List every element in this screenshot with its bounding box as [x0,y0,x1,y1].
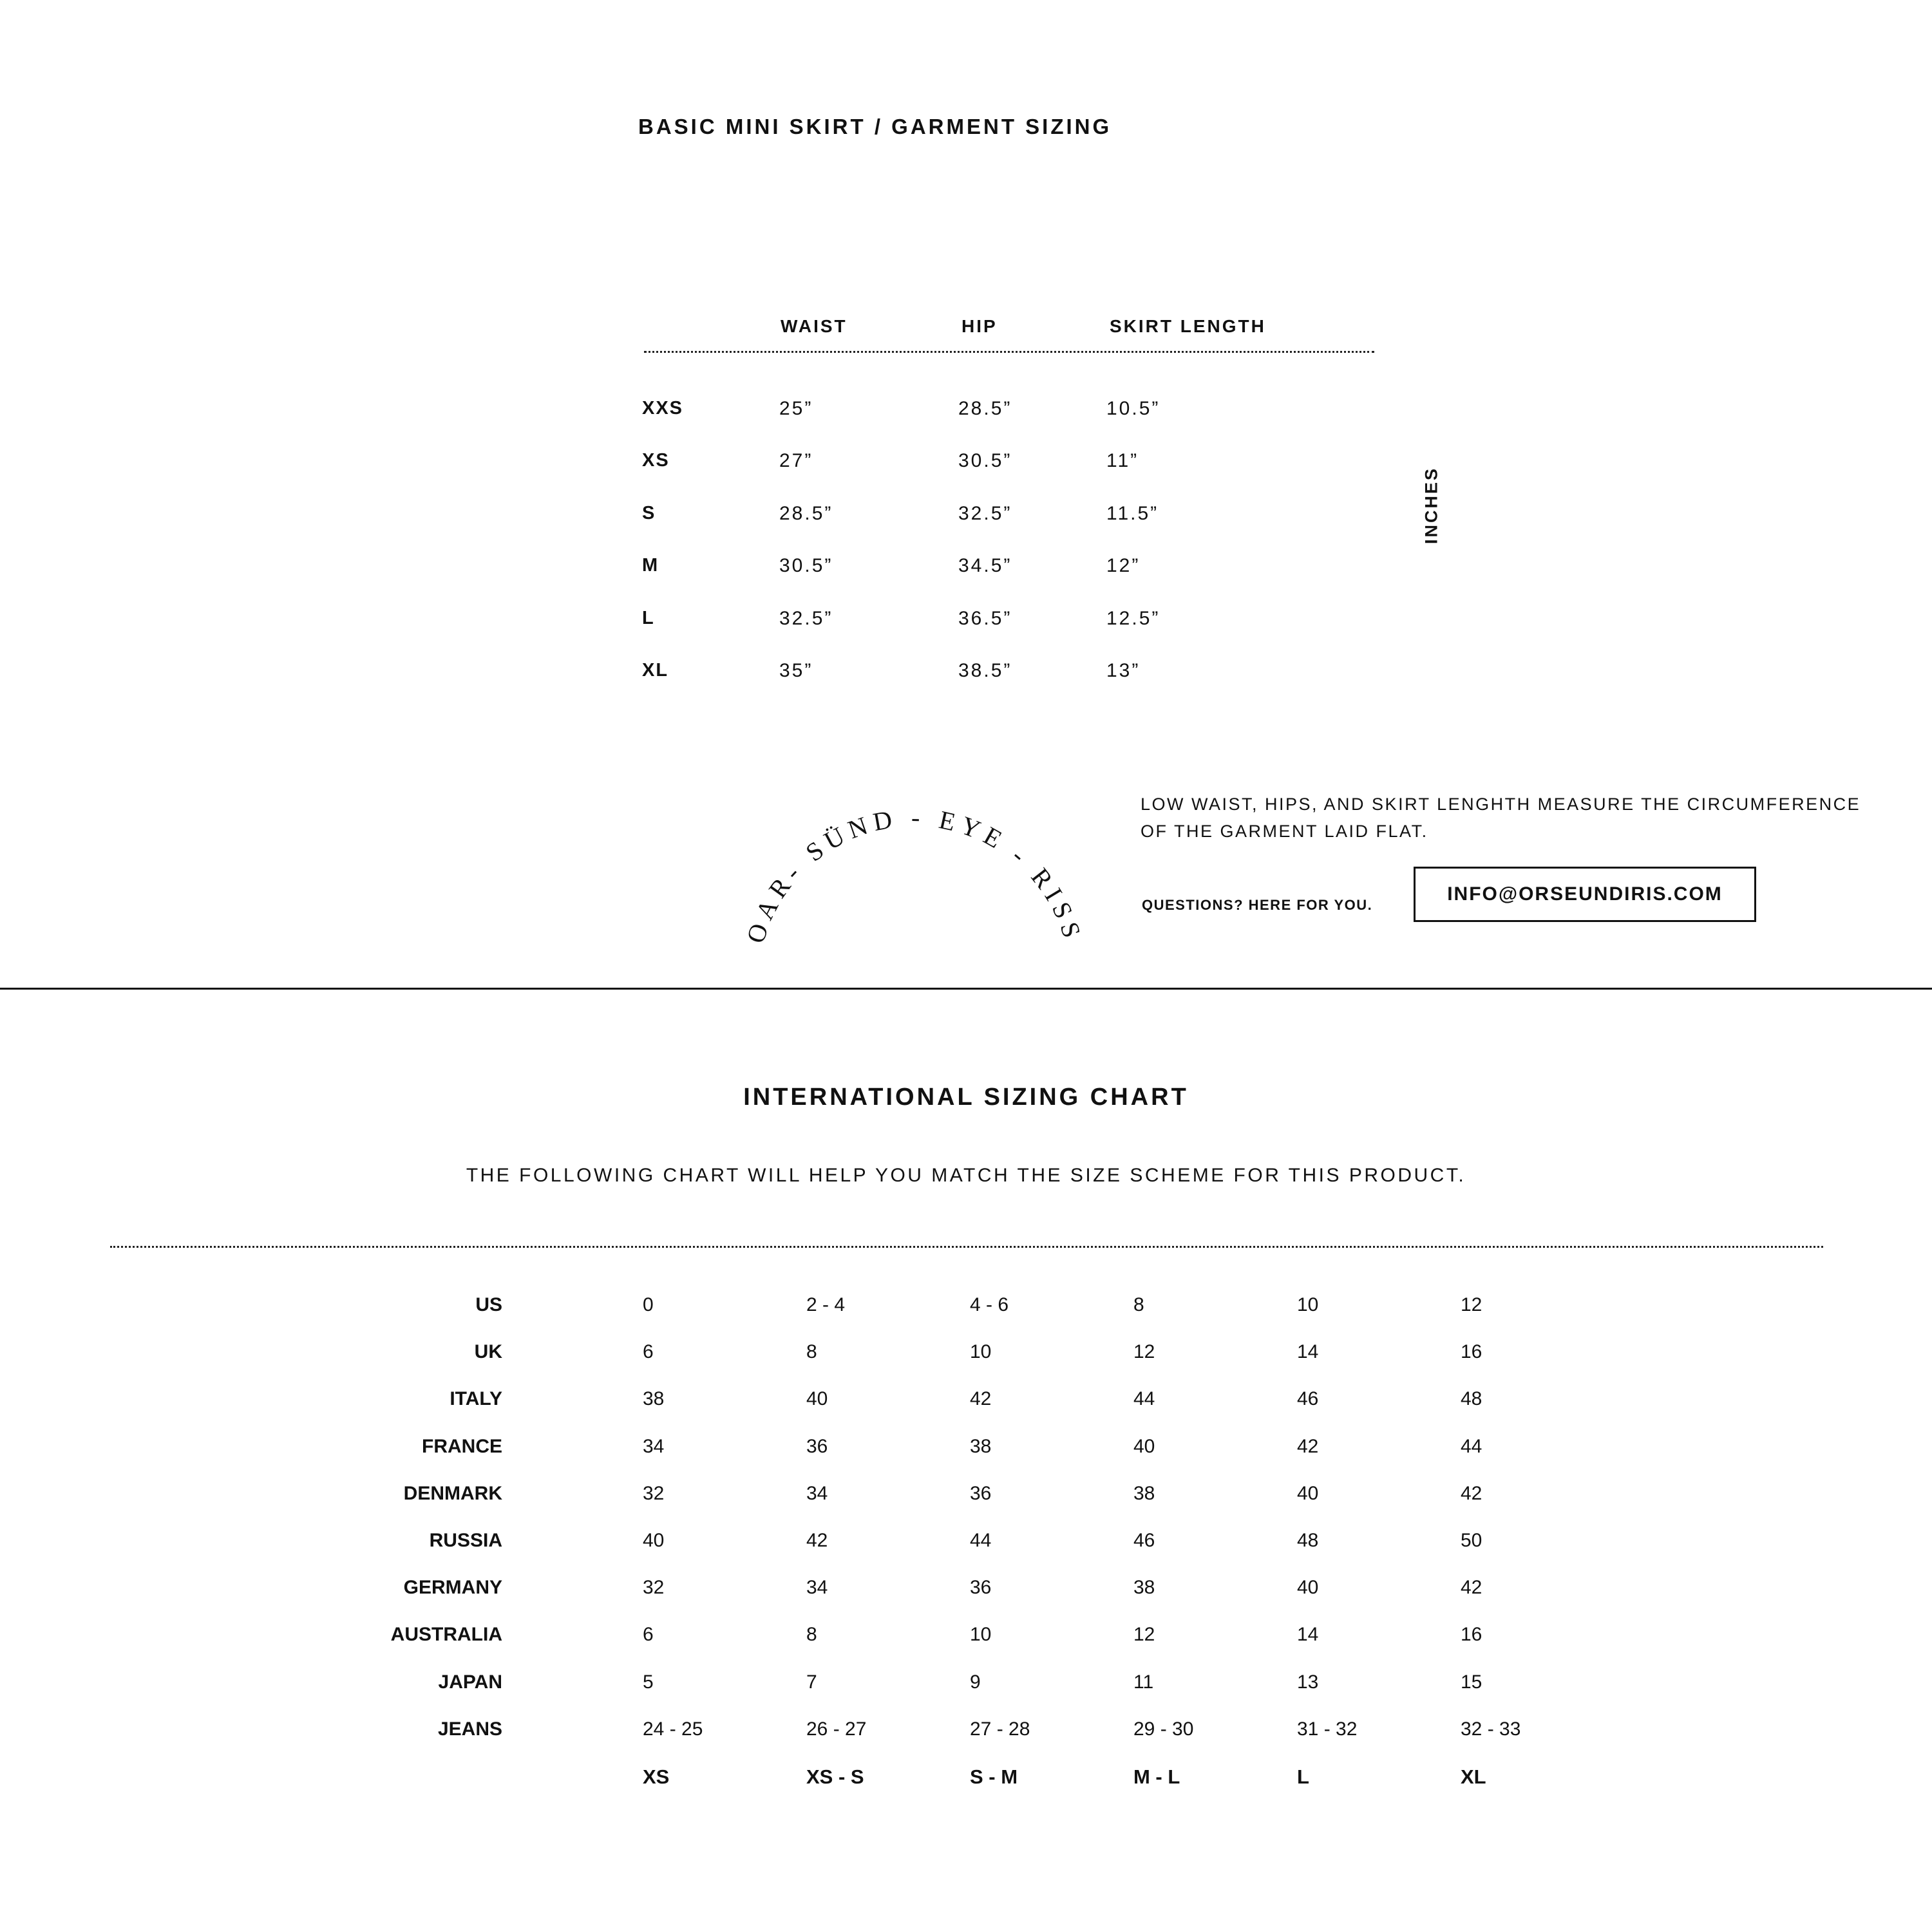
size-label: XS [642,450,670,471]
skirt-length-value: 11” [1106,450,1139,471]
size-cell: 12 [1133,1341,1155,1362]
waist-value: 27” [779,450,813,471]
pronunciation-arc-graphic [734,805,1095,992]
size-cell: 2 - 4 [806,1294,846,1315]
section-divider [0,988,1932,990]
questions-text: QUESTIONS? HERE FOR YOU. [1142,897,1373,913]
size-cell: 42 [1461,1483,1482,1504]
size-cell: 38 [643,1388,665,1409]
garment-sizing-title: BASIC MINI SKIRT / GARMENT SIZING [638,115,1112,138]
size-cell: 40 [1297,1577,1319,1598]
size-cell: 50 [1461,1530,1482,1551]
measurement-note-line-2: OF THE GARMENT LAID FLAT. [1141,822,1428,841]
hip-value: 38.5” [958,660,1012,681]
size-cell: 38 [1133,1577,1155,1598]
size-scheme-label: S - M [970,1765,1018,1788]
size-label: XL [642,660,669,681]
size-cell: 42 [1461,1577,1482,1598]
size-cell: 10 [970,1624,992,1645]
measurement-note-line-1: LOW WAIST, HIPS, AND SKIRT LENGHTH MEASURE THE CIRCUMFERENCE [1141,795,1861,814]
international-divider [110,1246,1823,1248]
country-label: UK [474,1341,502,1362]
size-cell: 14 [1297,1624,1319,1645]
size-cell: 11 [1133,1671,1154,1693]
skirt-length-value: 10.5” [1106,398,1160,419]
size-cell: 0 [643,1294,654,1315]
size-label: S [642,503,656,523]
country-label: US [475,1294,502,1315]
size-cell: 4 - 6 [970,1294,1009,1315]
country-label: GERMANY [403,1577,502,1598]
size-cell: 48 [1297,1530,1319,1551]
size-cell: 16 [1461,1624,1482,1645]
size-cell: 7 [806,1671,817,1693]
size-cell: 6 [643,1624,654,1645]
size-cell: 40 [806,1388,828,1409]
size-cell: 38 [970,1436,992,1457]
skirt-length-value: 12” [1106,555,1141,576]
size-cell: 15 [1461,1671,1482,1693]
size-cell: 42 [806,1530,828,1551]
size-cell: 31 - 32 [1297,1718,1358,1740]
size-scheme-label: L [1297,1765,1309,1788]
size-cell: 40 [1297,1483,1319,1504]
size-cell: 44 [1461,1436,1482,1457]
hip-value: 34.5” [958,555,1012,576]
country-label: AUSTRALIA [390,1624,502,1645]
size-cell: 10 [1297,1294,1319,1315]
hip-value: 36.5” [958,608,1012,629]
waist-value: 28.5” [779,503,833,524]
column-header-hip: HIP [961,316,998,336]
size-cell: 36 [970,1577,992,1598]
size-cell: 8 [806,1341,817,1362]
size-scheme-label: M - L [1133,1765,1180,1788]
skirt-length-value: 12.5” [1106,608,1160,629]
column-header-waist: WAIST [781,316,848,336]
country-label: DENMARK [403,1483,502,1504]
size-cell: 8 [1133,1294,1144,1315]
hip-value: 30.5” [958,450,1012,471]
size-cell: 29 - 30 [1133,1718,1194,1740]
size-label: M [642,555,659,576]
size-cell: 9 [970,1671,981,1693]
size-cell: 12 [1133,1624,1155,1645]
size-cell: 42 [1297,1436,1319,1457]
country-label: FRANCE [422,1436,502,1457]
size-cell: 12 [1461,1294,1482,1315]
size-cell: 10 [970,1341,992,1362]
size-cell: 26 - 27 [806,1718,867,1740]
size-scheme-label: XS [643,1765,670,1788]
hip-value: 32.5” [958,503,1012,524]
size-cell: 38 [1133,1483,1155,1504]
size-cell: 40 [1133,1436,1155,1457]
brand-pronunciation-arc [734,805,1095,992]
size-label: L [642,608,655,628]
size-scheme-label: XL [1461,1765,1486,1788]
size-cell: 36 [970,1483,992,1504]
size-cell: 48 [1461,1388,1482,1409]
size-cell: 32 [643,1577,665,1598]
country-label: JAPAN [438,1671,502,1693]
country-label: JEANS [437,1718,502,1740]
size-cell: 13 [1297,1671,1319,1693]
size-cell: 34 [643,1436,665,1457]
international-chart-subtitle: THE FOLLOWING CHART WILL HELP YOU MATCH THE SIZE SCHEME FOR THIS PRODUCT. [466,1165,1466,1186]
hip-value: 28.5” [958,398,1012,419]
size-cell: 32 - 33 [1461,1718,1521,1740]
size-cell: 34 [806,1483,828,1504]
size-cell: 32 [643,1483,665,1504]
skirt-length-value: 11.5” [1106,503,1159,524]
waist-value: 25” [779,398,813,419]
garment-header-divider [644,351,1374,353]
email-contact-button[interactable] [1414,867,1756,922]
waist-value: 32.5” [779,608,833,629]
size-cell: 44 [970,1530,992,1551]
country-label: RUSSIA [429,1530,502,1551]
column-header-skirt-length: SKIRT LENGTH [1110,316,1266,336]
size-cell: 16 [1461,1341,1482,1362]
size-cell: 5 [643,1671,654,1693]
size-cell: 42 [970,1388,992,1409]
size-label: XXS [642,398,684,419]
size-cell: 34 [806,1577,828,1598]
svg-text:OAR- SÜND - EYE - RISS [741,805,1088,946]
size-cell: 36 [806,1436,828,1457]
size-cell: 14 [1297,1341,1319,1362]
size-cell: 27 - 28 [970,1718,1030,1740]
size-cell: 24 - 25 [643,1718,703,1740]
waist-value: 30.5” [779,555,833,576]
size-cell: 46 [1297,1388,1319,1409]
waist-value: 35” [779,660,813,681]
size-cell: 46 [1133,1530,1155,1551]
size-cell: 8 [806,1624,817,1645]
email-address[interactable]: INFO@ORSEUNDIRIS.COM [1447,883,1723,905]
pronunciation-text: OAR- SÜND - EYE - RISS [741,805,1088,947]
size-scheme-label: XS - S [806,1765,864,1788]
country-label: ITALY [450,1388,502,1409]
international-chart-title: INTERNATIONAL SIZING CHART [743,1084,1189,1111]
skirt-length-value: 13” [1106,660,1141,681]
unit-label: INCHES [1421,466,1441,545]
size-cell: 40 [643,1530,665,1551]
size-cell: 44 [1133,1388,1155,1409]
size-cell: 6 [643,1341,654,1362]
